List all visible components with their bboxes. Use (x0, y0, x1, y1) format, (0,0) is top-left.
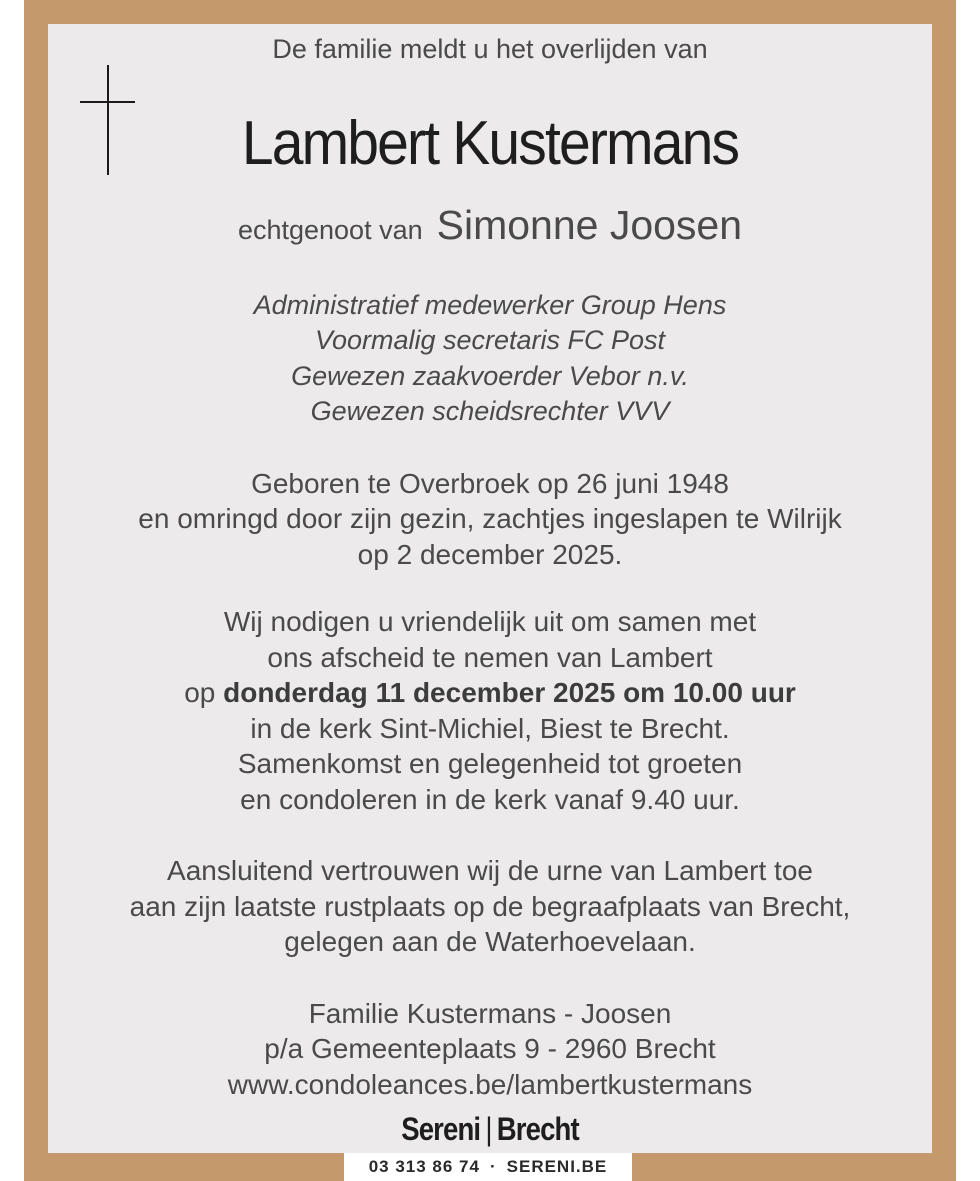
role-line: Administratief medewerker Group Hens (253, 290, 727, 320)
sereni-site[interactable]: SERENI.BE (506, 1157, 608, 1176)
death-line: en omringd door zijn gezin, zachtjes ingeslapen te Wilrijk (138, 503, 842, 534)
burial-line: gelegen aan de Waterhoevelaan. (284, 926, 696, 957)
family-name: Familie Kustermans - Joosen (308, 998, 672, 1029)
family-address: p/a Gemeenteplaats 9 - 2960 Brecht (264, 1033, 716, 1064)
date-prefix: op (184, 677, 216, 708)
ceremony-date: donderdag 11 december 2025 om 10.00 uur (223, 677, 796, 708)
ceremony-date-line (48, 679, 932, 707)
spouse-label: echtgenoot van (237, 215, 423, 245)
condolence-line: en condoleren in de kerk vanaf 9.40 uur. (240, 784, 740, 815)
burial-line: aan zijn laatste rustplaats op de begraafplaats van Brecht, (129, 891, 851, 922)
role-line: Gewezen zaakvoerder Vebor n.v. (291, 361, 689, 391)
burial-line: Aansluitend vertrouwen wij de urne van Lambert toe (167, 855, 813, 886)
sereni-logo (110, 1113, 870, 1145)
spouse-line (48, 202, 932, 248)
death-date-line: op 2 december 2025. (357, 539, 623, 570)
invitation-line: Wij nodigen u vriendelijk uit om samen met (223, 606, 757, 637)
phone-number[interactable]: 03 313 86 74 (368, 1157, 480, 1176)
contact-dot: · (489, 1157, 497, 1176)
gathering-line: Samenkomst en gelegenheid tot groeten (237, 748, 743, 779)
logo-location: Brecht (496, 1111, 579, 1147)
role-line: Gewezen scheidsrechter VVV (310, 396, 670, 426)
invitation-line: ons afscheid te nemen van Lambert (267, 642, 713, 673)
notice-paper (48, 24, 932, 1153)
spouse-name: Simonne Joosen (436, 202, 743, 248)
contact-bar (344, 1153, 632, 1181)
deceased-name: Lambert Kustermans (241, 109, 739, 178)
birth-line: Geboren te Overbroek op 26 juni 1948 (251, 468, 729, 499)
intro-text: De familie meldt u het overlijden van (272, 34, 708, 64)
church-line: in de kerk Sint-Michiel, Biest te Brecht. (250, 713, 730, 744)
condolence-website[interactable]: www.condoleances.be/lambertkustermans (227, 1069, 753, 1100)
role-line: Voormalig secretaris FC Post (314, 325, 666, 355)
cross-icon-bar (80, 101, 135, 103)
logo-separator: | (485, 1111, 492, 1147)
logo-brand: Sereni (401, 1111, 481, 1147)
